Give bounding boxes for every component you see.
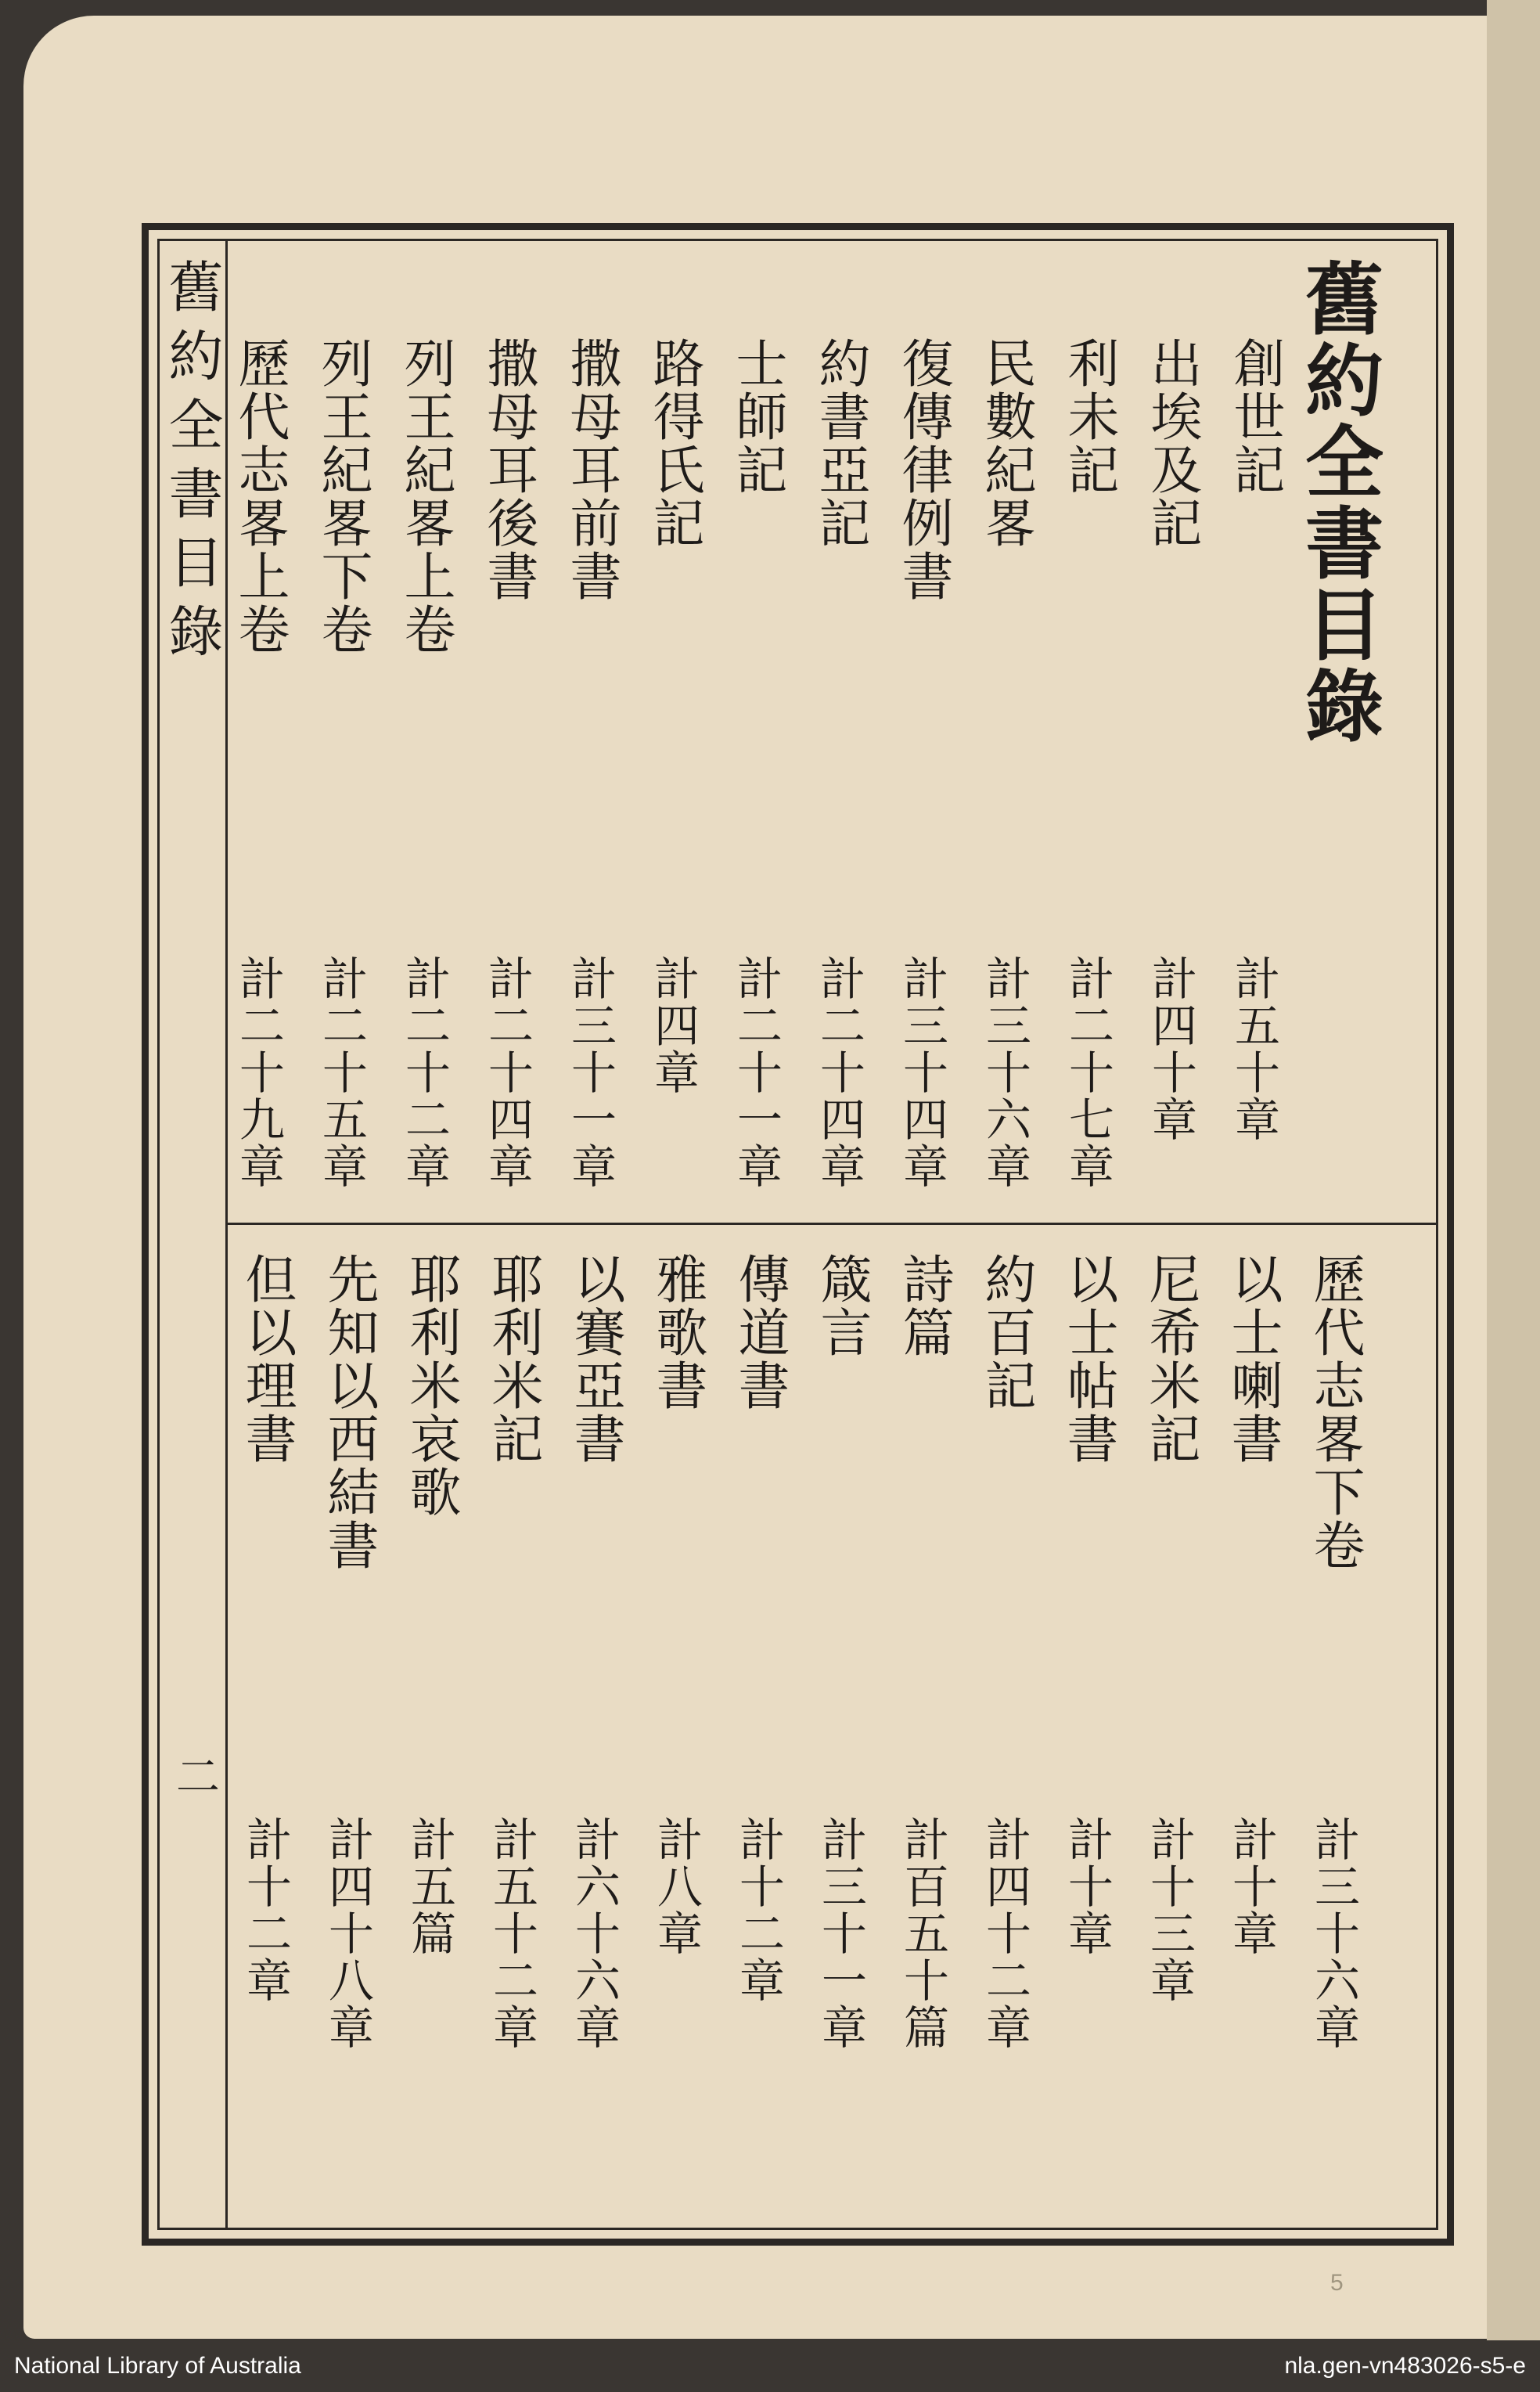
book-name: 耶利米哀歌: [401, 1252, 461, 1518]
chapter-count: 計三十一章: [563, 955, 617, 1190]
book-name: 以士帖書: [1058, 1252, 1118, 1465]
page-mark: 5: [1330, 2270, 1344, 2296]
book-name: 詩篇: [894, 1252, 954, 1359]
book-name: 撒母耳前書: [561, 337, 621, 603]
book-name: 箴言: [811, 1252, 872, 1359]
footer-right: nla.gen-vn483026-s5-e: [1284, 2353, 1526, 2379]
page-title: 舊約全書目錄: [1292, 258, 1384, 747]
chapter-count: 計十章: [1060, 1816, 1114, 1957]
chapter-count: 計二十七章: [1061, 955, 1114, 1190]
book-name: 雅歌書: [647, 1252, 707, 1412]
book-name: 復傳律例書: [893, 337, 953, 603]
book-name: 撒母耳後書: [478, 337, 538, 603]
chapter-count: 計二十二章: [398, 955, 451, 1190]
book-name: 約百記: [976, 1252, 1036, 1412]
spine-title: 舊約全書目錄: [160, 258, 224, 672]
chapter-count: 計四十章: [1144, 955, 1197, 1143]
chapter-count: 計八章: [649, 1816, 703, 1957]
chapter-count: 計二十五章: [315, 955, 368, 1190]
book-name: 以賽亞書: [565, 1252, 625, 1465]
book-name: 歷代志畧上卷: [229, 337, 290, 656]
book-name: 以士喇書: [1222, 1252, 1283, 1465]
book-name: 先知以西結書: [318, 1252, 379, 1572]
book-name: 約書亞記: [810, 337, 870, 549]
chapter-count: 計三十六章: [1307, 1816, 1360, 2051]
chapter-count: 計三十四章: [895, 955, 948, 1190]
chapter-count: 計六十六章: [567, 1816, 621, 2051]
book-name: 列王紀畧上卷: [395, 337, 455, 656]
book-name: 創世記: [1225, 337, 1285, 496]
spine-page-number: 二: [169, 1753, 220, 1797]
book-name: 利未記: [1059, 337, 1119, 496]
chapter-count: 計十二章: [732, 1816, 785, 2004]
chapter-count: 計十二章: [239, 1816, 292, 2004]
chapter-count: 計四十八章: [321, 1816, 374, 2051]
chapter-count: 計四十二章: [978, 1816, 1031, 2051]
footer-bar: [0, 2340, 1540, 2392]
book-name: 傳道書: [729, 1252, 790, 1412]
book-name: 耶利米記: [483, 1252, 543, 1465]
chapter-count: 計二十四章: [812, 955, 865, 1190]
book-name: 士師記: [727, 337, 787, 496]
chapter-count: 計二十一章: [729, 955, 783, 1190]
book-name: 民數紀畧: [976, 337, 1036, 549]
chapter-count: 計三十六章: [978, 955, 1031, 1190]
book-name: 尼希米記: [1140, 1252, 1200, 1465]
chapter-count: 計五篇: [403, 1816, 456, 1957]
chapter-count: 計四章: [646, 955, 700, 1096]
chapter-count: 計三十一章: [814, 1816, 867, 2051]
chapter-count: 計十三章: [1142, 1816, 1196, 2004]
chapter-count: 計五十二章: [485, 1816, 538, 2051]
spine-divider: [225, 239, 228, 2230]
book-name: 路得氏記: [644, 337, 704, 549]
footer-left: National Library of Australia: [14, 2353, 301, 2379]
chapter-count: 計百五十篇: [896, 1816, 949, 2051]
book-name: 歷代志畧下卷: [1304, 1252, 1365, 1572]
middle-divider: [225, 1223, 1438, 1225]
chapter-count: 計二十九章: [232, 955, 285, 1190]
chapter-count: 計十章: [1225, 1816, 1278, 1957]
chapter-count: 計二十四章: [480, 955, 534, 1190]
chapter-count: 計五十章: [1227, 955, 1280, 1143]
book-name: 出埃及記: [1142, 337, 1202, 549]
facing-page-edge: [1487, 0, 1540, 2340]
book-name: 列王紀畧下卷: [312, 337, 372, 656]
book-name: 但以理書: [236, 1252, 297, 1465]
